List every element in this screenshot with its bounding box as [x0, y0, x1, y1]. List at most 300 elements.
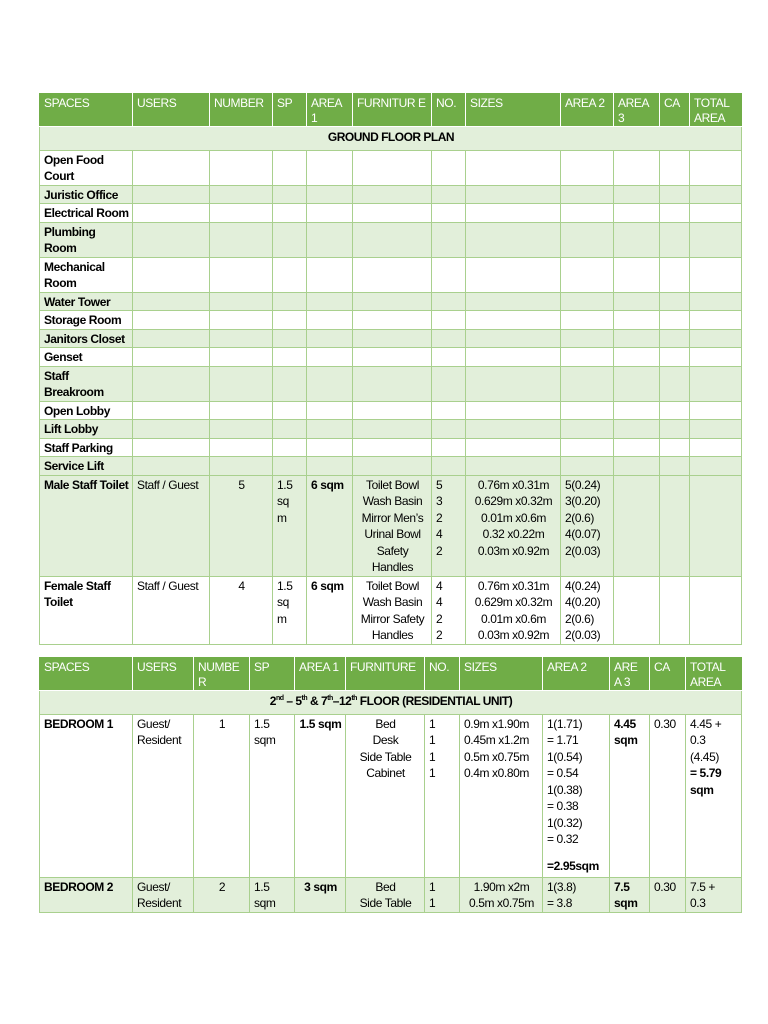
empty-cell	[210, 401, 273, 420]
cell-line: Handles	[371, 628, 414, 642]
table-row	[40, 257, 742, 292]
area2-cell	[561, 475, 614, 576]
cell-line: Toilet Bowl	[366, 578, 419, 593]
sizes-cell	[460, 714, 543, 877]
cell-line: 0.3	[690, 896, 706, 910]
empty-cell	[273, 185, 307, 204]
table-row	[40, 222, 742, 257]
empty-cell	[210, 257, 273, 292]
empty-cell	[690, 222, 742, 257]
cell-line: 3(0.20)	[565, 494, 601, 508]
empty-cell	[690, 292, 742, 311]
cell-line: 0.01m x0.6m	[481, 611, 546, 626]
empty-cell	[614, 311, 660, 330]
empty-cell	[432, 292, 466, 311]
empty-cell	[307, 420, 353, 439]
empty-cell	[466, 348, 561, 367]
section-title: GROUND FLOOR PLAN	[40, 127, 742, 151]
empty-cell	[307, 329, 353, 348]
col-header-users: USERS	[133, 94, 210, 127]
cell-line: 1	[429, 896, 436, 910]
empty-cell	[307, 348, 353, 367]
qty-cell	[425, 714, 460, 877]
empty-cell	[432, 222, 466, 257]
cell-line: 1	[429, 879, 436, 894]
empty-cell	[614, 348, 660, 367]
space-name: Staff Parking	[40, 438, 133, 457]
sizes-cell	[466, 475, 561, 576]
area2-total: =2.95sqm	[547, 859, 599, 873]
empty-cell	[353, 150, 432, 185]
table-row	[40, 329, 742, 348]
empty-cell	[353, 204, 432, 223]
empty-cell	[561, 292, 614, 311]
cell-line: 0.76m x0.31m	[477, 477, 550, 492]
empty-cell	[210, 438, 273, 457]
users-cell: Guest/ Resident	[133, 877, 194, 912]
cell-line: = 0.32	[547, 832, 579, 846]
empty-cell	[210, 150, 273, 185]
total-cell	[686, 714, 742, 877]
col-header-number: NUMBE R	[194, 658, 250, 691]
total-cell	[690, 475, 742, 576]
sizes-cell	[466, 576, 561, 644]
table-row	[40, 420, 742, 439]
table-row	[40, 185, 742, 204]
col-header-furniture: FURNITURE	[346, 658, 425, 691]
cell-line: 1	[429, 716, 436, 731]
cell-line: 0.4m x0.80m	[464, 766, 529, 780]
cell-line: Handles	[371, 560, 414, 574]
empty-cell	[466, 150, 561, 185]
table-row	[40, 366, 742, 401]
empty-cell	[432, 150, 466, 185]
empty-cell	[133, 257, 210, 292]
empty-cell	[660, 311, 690, 330]
space-name: Open Food Court	[40, 150, 133, 185]
cell-line: 4	[436, 527, 443, 541]
cell-line: 0.45m x1.2m	[464, 733, 529, 747]
empty-cell	[660, 150, 690, 185]
space-name: Electrical Room	[40, 204, 133, 223]
empty-cell	[466, 222, 561, 257]
cell-line: 2	[436, 510, 443, 525]
empty-cell	[273, 311, 307, 330]
empty-cell	[690, 438, 742, 457]
cell-line: = 3.8	[547, 896, 573, 910]
area1-cell: 6 sqm	[307, 576, 353, 644]
col-header-ca: CA	[650, 658, 686, 691]
empty-cell	[561, 329, 614, 348]
col-header-area3: AREA 3	[614, 94, 660, 127]
empty-cell	[466, 185, 561, 204]
empty-cell	[210, 222, 273, 257]
empty-cell	[210, 311, 273, 330]
empty-cell	[561, 257, 614, 292]
empty-cell	[561, 204, 614, 223]
empty-cell	[353, 222, 432, 257]
cell-line: 4.45 +	[690, 716, 722, 731]
cell-line: Safety	[376, 543, 409, 558]
qty-cell	[432, 475, 466, 576]
empty-cell	[273, 257, 307, 292]
cell-line: 1(3.8)	[547, 879, 576, 894]
empty-cell	[614, 292, 660, 311]
cell-line: = 1.71	[547, 733, 579, 747]
cell-line: 4(0.07)	[565, 527, 601, 541]
total-cell	[686, 877, 742, 912]
furniture-cell	[353, 576, 432, 644]
empty-cell	[307, 257, 353, 292]
empty-cell	[210, 329, 273, 348]
cell-line: Side Table	[359, 896, 412, 910]
empty-cell	[273, 204, 307, 223]
table-row-female-toilet	[40, 576, 742, 644]
empty-cell	[614, 185, 660, 204]
area3-cell	[614, 475, 660, 576]
empty-cell	[273, 420, 307, 439]
space-name: BEDROOM 1	[40, 714, 133, 877]
cell-line: 2	[436, 611, 443, 626]
table-row	[40, 150, 742, 185]
cell-line: Mirror Men’s	[361, 510, 424, 525]
empty-cell	[561, 311, 614, 330]
col-header-area3: ARE A 3	[610, 658, 650, 691]
empty-cell	[466, 329, 561, 348]
empty-cell	[690, 329, 742, 348]
empty-cell	[466, 292, 561, 311]
area3-cell: 4.45 sqm	[610, 714, 650, 877]
cell-line: 0.5m x0.75m	[464, 749, 529, 764]
empty-cell	[432, 420, 466, 439]
cell-line: 0.01m x0.6m	[481, 510, 546, 525]
cell-line: 0.03m x0.92m	[477, 628, 550, 642]
empty-cell	[690, 257, 742, 292]
area1-cell: 6 sqm	[307, 475, 353, 576]
cell-line: 1(0.38)	[547, 782, 583, 797]
cell-line: Toilet Bowl	[366, 477, 419, 492]
cell-line: 1(1.71)	[547, 716, 583, 731]
space-name: Male Staff Toilet	[40, 475, 133, 576]
empty-cell	[133, 366, 210, 401]
empty-cell	[561, 420, 614, 439]
space-name: Plumbing Room	[40, 222, 133, 257]
cell-line: 5	[436, 477, 443, 492]
col-header-sp: SP	[250, 658, 295, 691]
cell-line: 1.90m x2m	[473, 879, 530, 894]
table-header-row	[40, 658, 742, 691]
empty-cell	[690, 204, 742, 223]
empty-cell	[614, 366, 660, 401]
sp-cell: 1.5 sq m	[273, 475, 307, 576]
cell-line: 0.3	[690, 733, 706, 747]
users-cell: Staff / Guest	[133, 475, 210, 576]
furniture-cell	[346, 714, 425, 877]
residential-floor-table	[39, 657, 742, 913]
cell-line: 0.76m x0.31m	[477, 578, 550, 593]
empty-cell	[660, 329, 690, 348]
empty-cell	[353, 292, 432, 311]
space-name: Janitors Closet	[40, 329, 133, 348]
cell-line: = 0.38	[547, 799, 579, 813]
empty-cell	[210, 204, 273, 223]
empty-cell	[432, 311, 466, 330]
empty-cell	[660, 401, 690, 420]
empty-cell	[353, 257, 432, 292]
space-name: BEDROOM 2	[40, 877, 133, 912]
section-row	[40, 127, 742, 151]
empty-cell	[273, 438, 307, 457]
col-header-total-area: TOTAL AREA	[690, 94, 742, 127]
empty-cell	[210, 292, 273, 311]
sizes-cell	[460, 877, 543, 912]
empty-cell	[133, 204, 210, 223]
empty-cell	[432, 204, 466, 223]
cell-line: Bed	[375, 879, 396, 894]
empty-cell	[133, 348, 210, 367]
empty-cell	[466, 457, 561, 476]
empty-cell	[133, 438, 210, 457]
empty-cell	[660, 366, 690, 401]
cell-line: 2(0.03)	[565, 543, 601, 558]
empty-cell	[690, 348, 742, 367]
empty-cell	[210, 185, 273, 204]
empty-cell	[210, 366, 273, 401]
cell-line: 3	[436, 494, 443, 508]
cell-line: Urinal Bowl	[364, 527, 421, 541]
empty-cell	[133, 311, 210, 330]
empty-cell	[307, 401, 353, 420]
empty-cell	[273, 401, 307, 420]
empty-cell	[690, 311, 742, 330]
empty-cell	[660, 457, 690, 476]
cell-line: Bed	[375, 716, 396, 731]
empty-cell	[466, 366, 561, 401]
empty-cell	[660, 420, 690, 439]
furniture-cell	[353, 475, 432, 576]
empty-cell	[690, 150, 742, 185]
empty-cell	[466, 257, 561, 292]
empty-cell	[307, 457, 353, 476]
area3-cell	[614, 576, 660, 644]
number-cell: 5	[210, 475, 273, 576]
empty-cell	[660, 292, 690, 311]
empty-cell	[307, 366, 353, 401]
empty-cell	[660, 222, 690, 257]
empty-cell	[133, 150, 210, 185]
empty-cell	[466, 311, 561, 330]
empty-cell	[133, 329, 210, 348]
empty-cell	[561, 185, 614, 204]
empty-cell	[466, 204, 561, 223]
col-header-area1: AREA 1	[307, 94, 353, 127]
empty-cell	[432, 329, 466, 348]
ground-floor-table	[39, 93, 742, 645]
empty-cell	[561, 366, 614, 401]
number-cell: 2	[194, 877, 250, 912]
cell-line: Wash Basin	[362, 595, 423, 609]
empty-cell	[561, 457, 614, 476]
empty-cell	[432, 401, 466, 420]
cell-line: 1(0.32)	[547, 815, 583, 830]
empty-cell	[614, 222, 660, 257]
empty-cell	[660, 438, 690, 457]
empty-cell	[660, 348, 690, 367]
table-row	[40, 204, 742, 223]
table-row-bedroom-2	[40, 877, 742, 912]
cell-line: (4.45)	[690, 749, 719, 764]
table-row	[40, 292, 742, 311]
empty-cell	[432, 457, 466, 476]
area2-cell	[543, 714, 610, 877]
empty-cell	[307, 292, 353, 311]
qty-cell	[425, 877, 460, 912]
area2-cell	[543, 877, 610, 912]
empty-cell	[353, 185, 432, 204]
empty-cell	[273, 292, 307, 311]
cell-line: 4(0.24)	[565, 578, 601, 593]
empty-cell	[133, 185, 210, 204]
empty-cell	[561, 438, 614, 457]
table-row	[40, 438, 742, 457]
cell-line: Wash Basin	[362, 494, 423, 508]
empty-cell	[307, 185, 353, 204]
col-header-furniture: FURNITUR E	[353, 94, 432, 127]
empty-cell	[614, 150, 660, 185]
cell-line: 4	[436, 595, 443, 609]
cell-line: 1(0.54)	[547, 749, 583, 764]
area1-cell: 1.5 sqm	[295, 714, 346, 877]
empty-cell	[614, 204, 660, 223]
section-row	[40, 691, 742, 715]
empty-cell	[690, 185, 742, 204]
empty-cell	[273, 348, 307, 367]
cell-line: 1	[429, 733, 436, 747]
cell-line: 0.03m x0.92m	[477, 543, 550, 558]
empty-cell	[561, 150, 614, 185]
cell-line: 2(0.6)	[565, 510, 594, 525]
empty-cell	[353, 348, 432, 367]
number-cell: 4	[210, 576, 273, 644]
space-name: Lift Lobby	[40, 420, 133, 439]
empty-cell	[690, 401, 742, 420]
cell-line: 4	[436, 578, 443, 593]
sp-cell: 1.5 sqm	[250, 877, 295, 912]
table-row	[40, 401, 742, 420]
area2-cell	[561, 576, 614, 644]
cell-line: 0.629m x0.32m	[474, 494, 553, 508]
cell-line: 5(0.24)	[565, 477, 601, 492]
cell-line: 7.5 +	[690, 879, 716, 894]
empty-cell	[353, 366, 432, 401]
col-header-no: NO.	[425, 658, 460, 691]
total-cell	[690, 576, 742, 644]
space-name: Service Lift	[40, 457, 133, 476]
empty-cell	[210, 348, 273, 367]
section-title: 2nd – 5th & 7th–12th FLOOR (RESIDENTIAL UNIT)	[40, 691, 742, 715]
empty-cell	[210, 420, 273, 439]
empty-cell	[307, 222, 353, 257]
empty-cell	[353, 457, 432, 476]
empty-cell	[660, 185, 690, 204]
empty-cell	[273, 150, 307, 185]
empty-cell	[614, 329, 660, 348]
sp-cell: 1.5 sq m	[273, 576, 307, 644]
cell-line: Cabinet	[366, 766, 405, 780]
col-header-sp: SP	[273, 94, 307, 127]
cell-line: 2(0.6)	[565, 611, 594, 626]
col-header-spaces: SPACES	[40, 658, 133, 691]
qty-cell	[432, 576, 466, 644]
empty-cell	[614, 401, 660, 420]
users-cell: Staff / Guest	[133, 576, 210, 644]
users-cell: Guest/ Resident	[133, 714, 194, 877]
space-name: Genset	[40, 348, 133, 367]
cell-line: 0.629m x0.32m	[474, 595, 553, 609]
empty-cell	[353, 438, 432, 457]
empty-cell	[353, 311, 432, 330]
ca-cell	[660, 576, 690, 644]
col-header-number: NUMBER	[210, 94, 273, 127]
space-name: Juristic Office	[40, 185, 133, 204]
empty-cell	[432, 366, 466, 401]
empty-cell	[133, 420, 210, 439]
empty-cell	[660, 204, 690, 223]
ca-cell: 0.30	[650, 877, 686, 912]
cell-line: Side Table	[359, 749, 412, 764]
empty-cell	[614, 457, 660, 476]
cell-line: Mirror Safety	[360, 611, 425, 626]
empty-cell	[561, 401, 614, 420]
empty-cell	[307, 438, 353, 457]
table-row-male-toilet	[40, 475, 742, 576]
col-header-total-area: TOTAL AREA	[686, 658, 742, 691]
empty-cell	[133, 457, 210, 476]
sp-cell: 1.5 sqm	[250, 714, 295, 877]
space-name: Storage Room	[40, 311, 133, 330]
empty-cell	[432, 185, 466, 204]
empty-cell	[307, 204, 353, 223]
empty-cell	[273, 329, 307, 348]
empty-cell	[210, 457, 273, 476]
empty-cell	[353, 329, 432, 348]
empty-cell	[353, 401, 432, 420]
space-name: Open Lobby	[40, 401, 133, 420]
cell-line: 4(0.20)	[565, 595, 601, 609]
empty-cell	[353, 420, 432, 439]
empty-cell	[614, 420, 660, 439]
empty-cell	[660, 257, 690, 292]
table-row-bedroom-1	[40, 714, 742, 877]
cell-line: 1	[429, 766, 436, 780]
empty-cell	[561, 222, 614, 257]
empty-cell	[273, 457, 307, 476]
cell-line: 2	[436, 628, 443, 642]
col-header-area2: AREA 2	[543, 658, 610, 691]
cell-line: 2	[436, 543, 443, 558]
empty-cell	[133, 401, 210, 420]
space-name: Staff Breakroom	[40, 366, 133, 401]
table-row	[40, 348, 742, 367]
empty-cell	[133, 292, 210, 311]
empty-cell	[133, 222, 210, 257]
empty-cell	[690, 366, 742, 401]
cell-line: Desk	[372, 733, 399, 747]
empty-cell	[466, 438, 561, 457]
space-name: Female Staff Toilet	[40, 576, 133, 644]
cell-line: 0.9m x1.90m	[464, 716, 529, 731]
space-name: Water Tower	[40, 292, 133, 311]
